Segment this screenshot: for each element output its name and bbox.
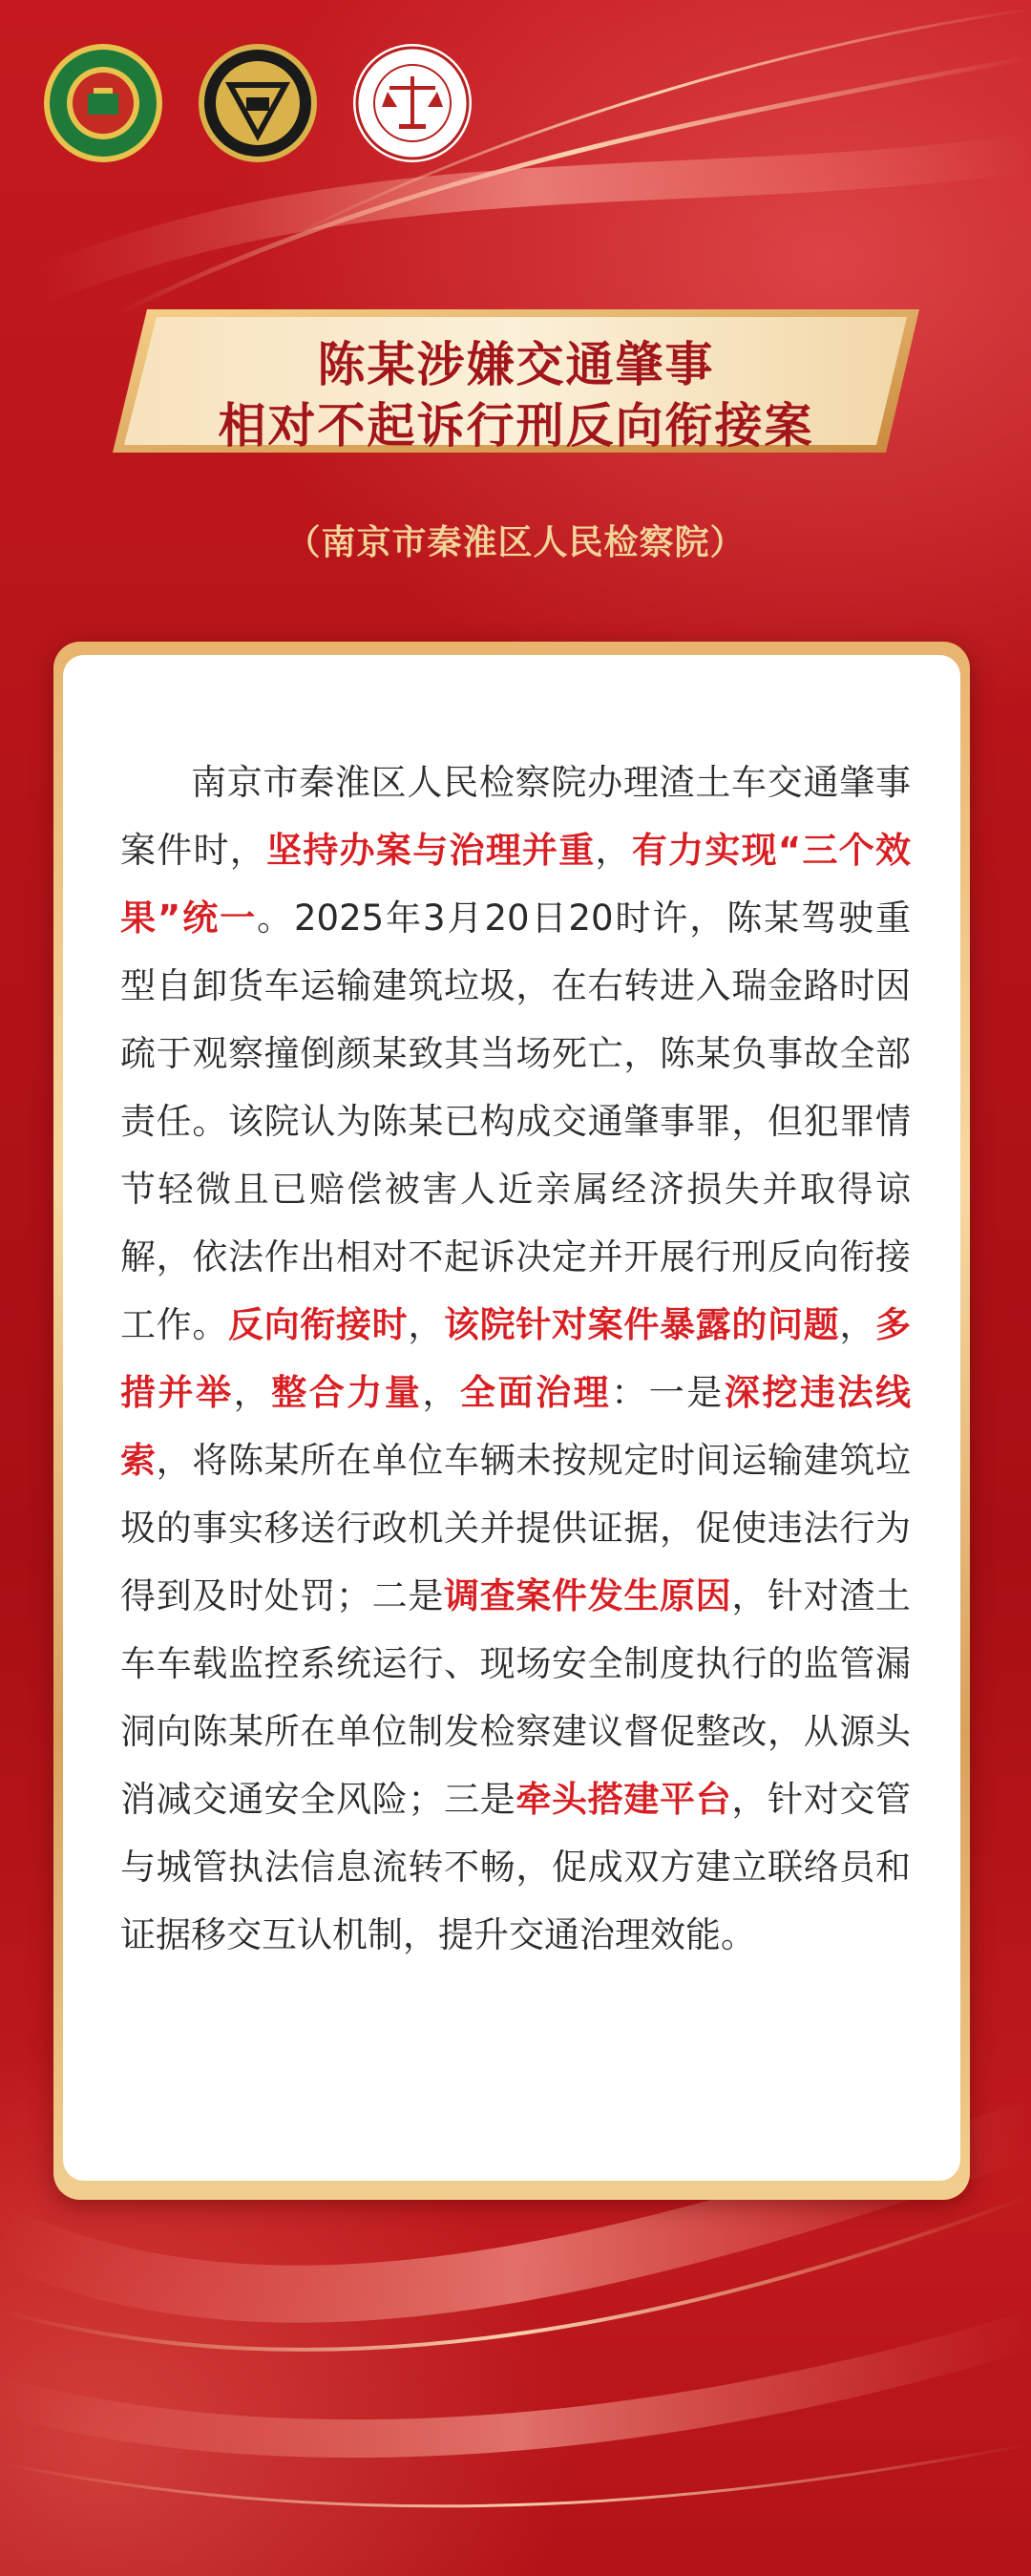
- southeast-university-emblem-icon: [197, 42, 319, 164]
- body-text-segment: ，: [408, 1304, 445, 1345]
- highlighted-text: 全面治理: [459, 1372, 612, 1413]
- body-text-segment: ，将陈某所在单位车辆未按规定时间运输建筑垃圾的事实移送行政机关并提供证据，促使违法行为得到及时处罚；二是: [120, 1440, 912, 1616]
- china-law-society-emblem-icon: [42, 42, 164, 164]
- body-text-segment: ，: [233, 1372, 272, 1413]
- china-law-society-logo: [42, 42, 164, 164]
- case-body-text: [120, 749, 911, 1969]
- highlighted-text: 多措并举: [120, 1304, 912, 1413]
- body-text-segment: ，: [422, 1372, 460, 1413]
- title-banner: [113, 304, 919, 458]
- southeast-university-logo: [197, 42, 319, 164]
- highlighted-text: 该院针对案件暴露的问题: [444, 1304, 840, 1345]
- southeast-university-law-school-emblem-icon: [351, 42, 473, 164]
- highlighted-text: 坚持办案与治理并重: [266, 830, 596, 871]
- highlighted-text: 整合力量: [271, 1372, 423, 1413]
- highlighted-text: 反向衔接时: [228, 1304, 409, 1345]
- highlighted-text: 深挖违法线索: [120, 1372, 912, 1481]
- subtitle-procuratorate: （南京市秦淮区人民检察院）: [285, 522, 746, 562]
- body-text-segment: ，: [595, 830, 632, 871]
- logo-row: [38, 42, 477, 176]
- body-text-segment: ：一是: [611, 1372, 725, 1413]
- body-text-segment: 南京市秦淮区人民检察院办理渣土车交通肇事案件时，: [120, 762, 911, 871]
- highlighted-text: 调查案件发生原因: [444, 1575, 732, 1616]
- highlighted-text: 牵头搭建平台: [516, 1779, 732, 1820]
- highlighted-text: 有力实现“三个效果”统一: [120, 830, 912, 939]
- body-text-segment: ，针对交管与城管执法信息流转不畅，促成双方建立联络员和证据移交互认机制，提升交通治理效能。: [120, 1779, 912, 1955]
- title-line-2: 相对不起诉行刑反向衔接案: [218, 397, 814, 454]
- content-card: [63, 655, 960, 2181]
- law-school-logo: [351, 42, 473, 164]
- body-text-segment: ，针对渣土车车载监控系统运行、现场安全制度执行的监管漏洞向陈某所在单位制发检察建议督促整改，从源头消减交通安全风险；三是: [120, 1575, 912, 1820]
- title-line-1: 陈某涉嫌交通肇事: [317, 336, 715, 392]
- body-text-segment: ，: [839, 1304, 876, 1345]
- body-text-segment: 。2025年3月20日20时许，陈某驾驶重型自卸货车运输建筑垃圾，在右转进入瑞金路时因疏于观察撞倒颜某致其当场死亡，陈某负事故全部责任。该院认为陈某已构成交通肇事罪，但犯罪情节轻微且已赔偿被害人近亲属经济损失并取得谅解，依法作出相对不起诉决定并开展行刑反向衔接工作。: [120, 897, 911, 1345]
